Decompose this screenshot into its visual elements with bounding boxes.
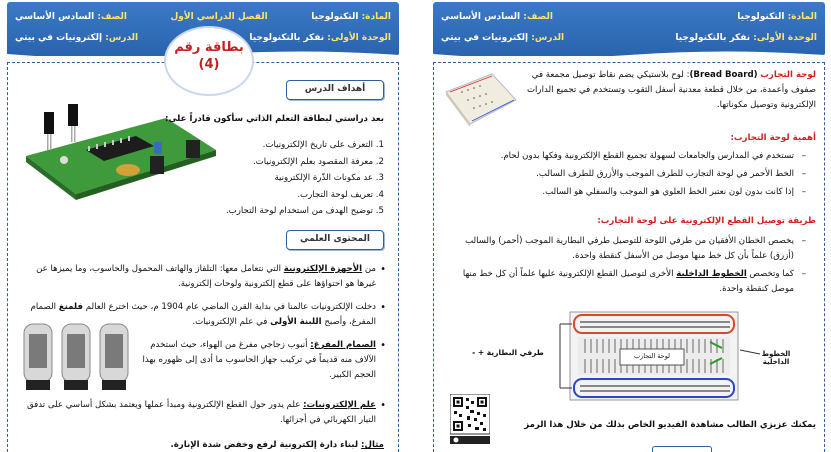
- subject-value: التكنولوجيا: [737, 12, 785, 22]
- example-line: مثال: لبناء دارة إلكترونية لرفع وخفض شدة الإنارة.: [170, 440, 384, 450]
- grade-label: الصف:: [97, 12, 127, 22]
- paragraph-vacuum-tube: • الصمام المفرغ: أنبوب زجاجي مفرغ من الهواء، حيث استخدم الآلاف منه قديماً في تركيب جهاز الحاسوب ما أدى إلى ظهوره بهذا الحجم الكبير.: [136, 338, 386, 383]
- goal-item: 4. تعريف لوحة التجارب.: [297, 189, 384, 200]
- method-title: طريقة توصيل القطع الإلكترونية على لوحة التجارب:: [597, 216, 816, 226]
- importance-list-wrap: [446, 149, 806, 203]
- unit-value: نفكر بالتكنولوجيا: [675, 33, 751, 43]
- goal-item: 1. التعرف على تاريخ الإلكترونيات.: [262, 140, 384, 150]
- importance-item: – الخط الأحمر في لوحة التجارب للطرف الموجب والأزرق للطرف السالب.: [446, 167, 806, 182]
- goal-item: 3. عد مكونات الذّرة الإلكترونية: [274, 173, 384, 183]
- term-value: الفصل الدراسي الأول: [170, 12, 268, 22]
- lesson-label: الدرس:: [531, 33, 565, 43]
- importance-title: أهمية لوحة التجارب:: [730, 133, 816, 143]
- next-section-tab: [652, 446, 712, 452]
- qr-caption: يمكنك عزيزي الطالب مشاهدة الفيديو الخاص بذلك من خلال هذا الرمز: [524, 420, 816, 430]
- goals-list: [194, 137, 384, 220]
- grade-value: السادس الأساسي: [15, 12, 95, 22]
- unit-label: الوحدة الأولى:: [753, 33, 817, 43]
- goals-intro: بعد دراستي لبطاقة التعلم الذاتي سأكون قادراً على:: [165, 114, 384, 124]
- header-wave: [433, 50, 825, 62]
- vacuum-tubes-image: [16, 318, 136, 394]
- lesson-value: إلكترونيات في بيتي: [15, 33, 103, 43]
- goals-badge: أهداف الدرس: [286, 80, 384, 100]
- unit-label: الوحدة الأولى:: [327, 33, 391, 43]
- method-list-wrap: [446, 234, 806, 300]
- goal-item: 2. معرفة المقصود بعلم الإلكترونيات.: [252, 156, 384, 167]
- lesson-label: الدرس:: [105, 33, 139, 43]
- breadboard-diagram: [460, 310, 800, 404]
- subject-label: المادة:: [787, 12, 817, 22]
- inner-lines-label: الخطوط الداخلية: [761, 350, 791, 366]
- method-item: – كما وتخصص الخطوط الداخلية الأخرى لتوصيل القطع الإلكترونية عليها علماً أن كل خط منها موصل كنقطة واحدة.: [446, 267, 806, 297]
- card-number: (4): [198, 57, 220, 72]
- content-p3: [136, 338, 386, 388]
- importance-item: – تستخدم في المدارس والجامعات لسهولة تجميع القطع الإلكترونية وفكها بدون لحام.: [446, 149, 806, 164]
- card-number-badge: [166, 28, 252, 94]
- content-p4: [16, 398, 386, 433]
- content-badge: المحتوى العلمي: [286, 230, 384, 250]
- breadboard-image: [442, 70, 520, 128]
- right-header: [433, 2, 825, 56]
- board-center-label: لوحة التجارب: [633, 352, 671, 360]
- grade-label: الصف:: [523, 12, 553, 22]
- lesson-value: إلكترونيات في بيتي: [441, 33, 529, 43]
- paragraph-devices: • من الأجهزة الإلكترونية التي نتعامل معها: التلفاز والهاتف المحمول والحاسوب، وما يميزها عن غيرها هو احتواؤها على قطع إلكترونية ولوحات إلكترونية.: [16, 262, 386, 292]
- battery-terminals-label: طرفي البطارية + -: [472, 348, 544, 357]
- method-item: – يخصص الخطان الأفقيان من طرفي اللوحة للتوصيل طرفي البطارية الموجب (أحمر) والسالب (أزرق) علماً بأن كل خط منها موصل من الأسفل كنقطة واحدة.: [446, 234, 806, 264]
- grade-value: السادس الأساسي: [441, 12, 521, 22]
- unit-value: نفكر بالتكنولوجيا: [249, 33, 325, 43]
- goal-item: 5. توضيح الهدف من استخدام لوحة التجارب.: [225, 206, 384, 216]
- card-title: بطاقة رقم: [174, 40, 244, 55]
- paragraph-history: • دخلت الإلكترونيات عالمنا في بداية القرن الماضي عام 1904 م، حيث اخترع العالم فلمنغ الصمام المفرغ، وأصبح اللبنة الأولى في علم الإلكترونيات.: [16, 300, 386, 330]
- right-page: [430, 0, 828, 452]
- importance-item: – إذا كانت بدون لون نعتبر الخط العلوي هو الموجب والسفلي هو السالب.: [446, 185, 806, 200]
- breadboard-intro: لوحة التجارب (Bread Board): لوح بلاستيكي يضم نقاط توصيل مجمعة في صفوف وأعمدة، من خلال قطعة معدنية أسفل الثقوب وتستخدم في تجميع الدارات الإلكترونية وتوصيل مكوناتها.: [526, 70, 816, 110]
- paragraph-electronics-science: • علم الإلكترونيات: علم يدور حول القطع الإلكترونية ومبدأ عملها ويعتمد بشكل أساسي على تدفق التيار الكهربائي في أجزائها.: [16, 398, 386, 428]
- left-page: [4, 0, 402, 452]
- subject-value: التكنولوجيا: [311, 12, 359, 22]
- qr-code[interactable]: [450, 394, 490, 444]
- subject-label: المادة:: [361, 12, 391, 22]
- content-p1: [16, 262, 386, 297]
